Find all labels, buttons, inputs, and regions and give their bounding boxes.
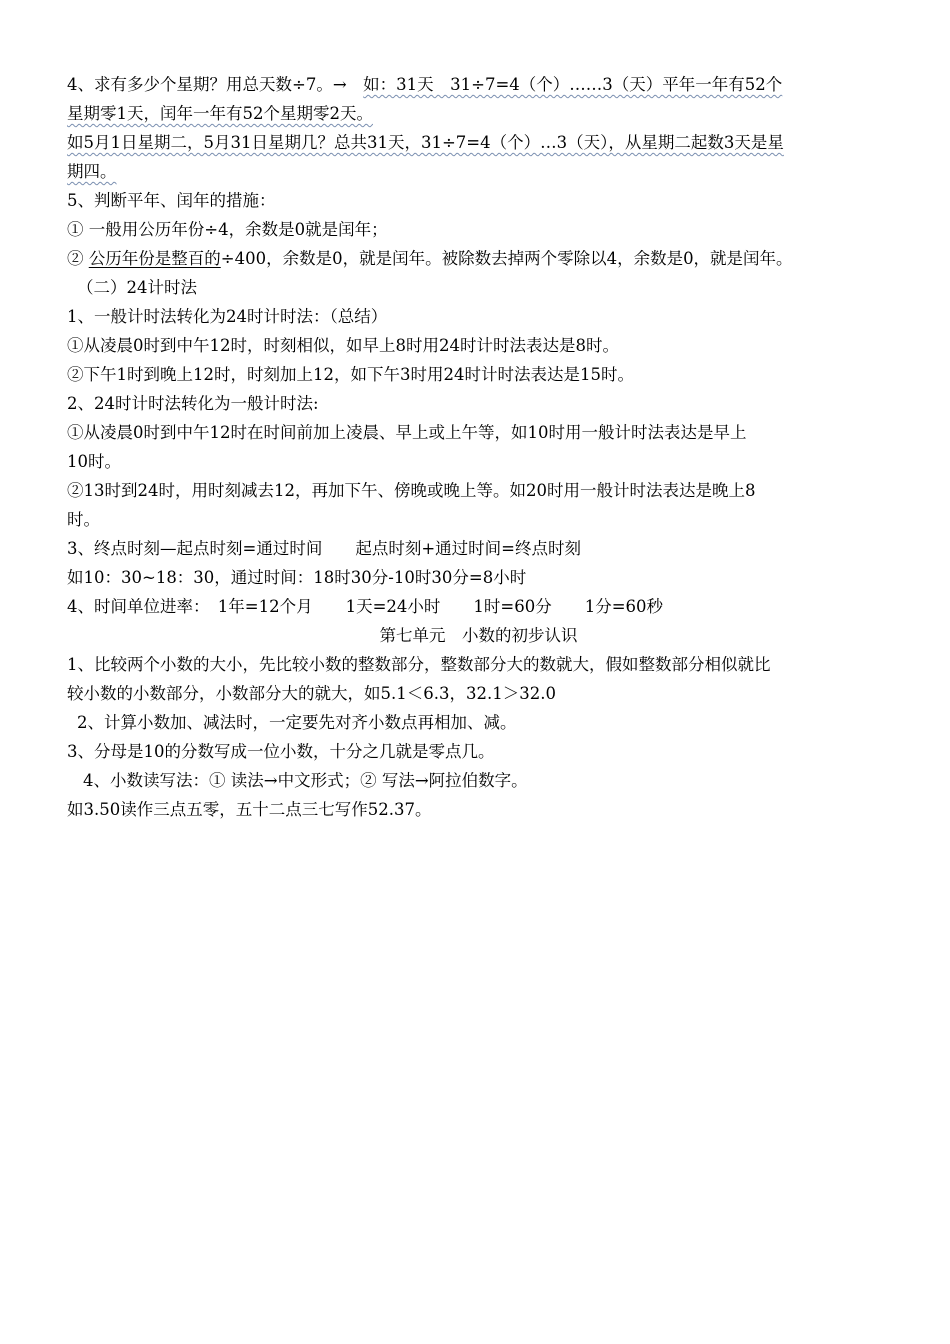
- text-line-19: 4、时间单位进率： 1年=12个月 1天=24小时 1时=60分 1分=60秒: [67, 597, 664, 616]
- text-line-1: [67, 70, 910, 99]
- text-line-24: 3、分母是10的分数写成一位小数，十分之几就是零点几。: [67, 742, 495, 761]
- text-line-4: [67, 157, 910, 186]
- text-line-17: 3、终点时刻—起点时刻=通过时间 起点时刻+通过时间=终点时刻: [67, 539, 581, 558]
- text-line-5: 5、判断平年、闰年的措施：: [67, 191, 276, 210]
- text-line-9: 1、一般计时法转化为24时计时法：（总结）: [67, 307, 388, 326]
- text-line-22: 较小数的小数部分，小数部分大的就大，如5.1＜6.3，32.1＞32.0: [67, 684, 556, 703]
- text-line-6: ① 一般用公历年份÷4，余数是0就是闰年；: [67, 220, 388, 239]
- text-line-11: ②下午1时到晚上12时，时刻加上12，如下午3时用24时计时法表达是15时。: [67, 365, 634, 384]
- text-line-21: 1、比较两个小数的大小，先比较小数的整数部分，整数部分大的数就大，假如整数部分相似就比: [67, 655, 771, 674]
- text-line-26: 如3.50读作三点五零，五十二点三七写作52.37。: [67, 800, 432, 819]
- text-line-14: 10时。: [67, 452, 121, 471]
- text-line-16: 时。: [67, 510, 100, 529]
- text-line-23: 2、计算小数加、减法时，一定要先对齐小数点再相加、减。: [77, 713, 517, 732]
- unit-seven-heading: 第七单元 小数的初步认识: [379, 626, 578, 645]
- text-line-3: [67, 128, 910, 157]
- text-line-12: 2、24时计时法转化为一般计时法:: [67, 394, 319, 413]
- text-segment: ②: [67, 249, 89, 268]
- wavy-underlined-text: 如：31天 31÷7=4（个）……3（天）平年一年有52个: [363, 75, 783, 94]
- text-segment: 4、求有多少个星期？用总天数÷7。→: [67, 75, 364, 94]
- text-segment: ÷400，余数是0，就是闰年。被除数去掉两个零除以4，余数是0，就是闰年。: [220, 249, 793, 268]
- underlined-text: 公历年份是整百的: [88, 249, 221, 268]
- wavy-underlined-text: 如5月1日星期二，5月31日星期几？总共31天，31÷7=4（个）…3（天），从星期二起数3天是星: [67, 133, 784, 152]
- wavy-underlined-text: 星期零1天，闰年一年有52个星期零2天。: [67, 104, 373, 123]
- text-line-15: ②13时到24时，用时刻减去12，再加下午、傍晚或晚上等。如20时用一般计时法表达是晚上8: [67, 481, 756, 500]
- text-line-2: [67, 99, 910, 128]
- text-line-18: 如10：30~18：30，通过时间：18时30分-10时30分=8小时: [67, 568, 527, 587]
- wavy-underlined-text: 期四。: [67, 162, 117, 181]
- text-line-25: 4、小数读写法：① 读法→中文形式；② 写法→阿拉伯数字。: [83, 771, 528, 790]
- text-line-7: [67, 244, 910, 273]
- section-heading-24h: （二）24计时法: [77, 278, 197, 297]
- text-line-13: ①从凌晨0时到中午12时在时间前加上凌晨、早上或上午等，如10时用一般计时法表达是早上: [67, 423, 747, 442]
- text-line-10: ①从凌晨0时到中午12时，时刻相似，如早上8时用24时计时法表达是8时。: [67, 336, 619, 355]
